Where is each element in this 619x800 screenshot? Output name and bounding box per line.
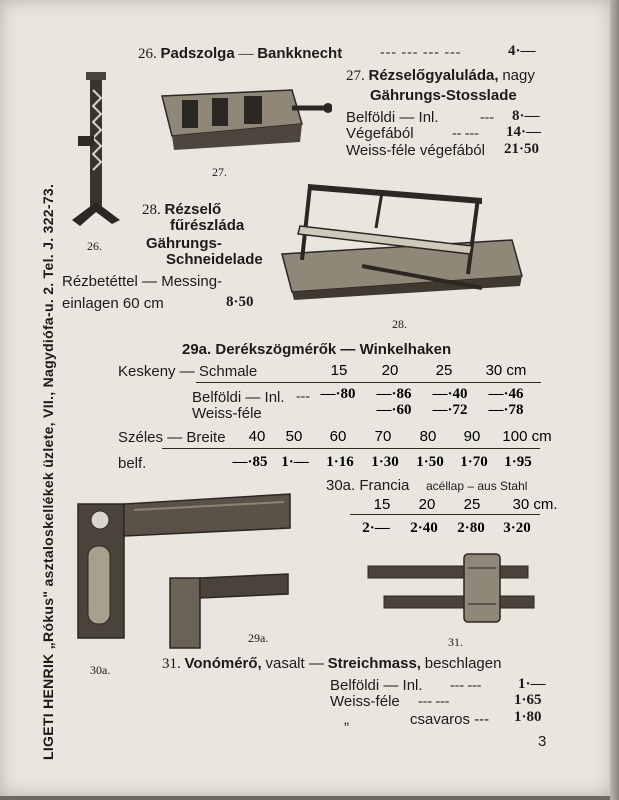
item26-name: Padszolga (160, 45, 235, 62)
item29a-weiss-label: Weiss-féle (192, 405, 262, 422)
price-cell: —·78 (488, 402, 524, 418)
price-cell: 1·50 (416, 454, 444, 470)
item30a-sizes (360, 496, 576, 513)
size-cell: 30 cm. (512, 496, 558, 513)
item27-name: Rézselőgyaluláda, (368, 67, 499, 84)
page-number: 3 (538, 733, 547, 750)
item31-row2-price: 1·65 (514, 692, 542, 708)
item29a-wide-prices (228, 454, 540, 471)
price-cell: —·46 (488, 386, 524, 402)
item30a-fig-label: 30a. (90, 663, 111, 677)
item31-row3-label: „ (344, 711, 349, 728)
item27-fig-label: 27. (212, 165, 227, 179)
divider (350, 514, 540, 515)
size-cell: 20 (381, 362, 399, 379)
item29a-wide-sizes (242, 428, 560, 445)
size-cell: 15 (373, 496, 391, 513)
price-cell: 2·40 (410, 520, 438, 536)
item30a-prices (352, 520, 540, 537)
size-cell: 60 (329, 428, 347, 445)
price-cell: 2·80 (457, 520, 485, 536)
item31-row1-label: Belföldi — Inl. (330, 677, 423, 694)
item26-heading (138, 46, 342, 62)
item27-extra: nagy (502, 67, 535, 84)
size-cell: 40 (248, 428, 266, 445)
item30a-title: 30a. Francia (326, 477, 410, 494)
item31-num: 31. (162, 656, 181, 672)
size-cell: 70 (374, 428, 392, 445)
item29a-narrow-sizes (315, 362, 541, 379)
item26-num: 26. (138, 46, 157, 62)
item31-plain: vasalt — (265, 655, 324, 672)
price-cell: 1·70 (460, 454, 488, 470)
price-cell: —·85 (232, 454, 268, 470)
item29a-fig-label: 29a. (248, 631, 269, 645)
item27-row1-dots: --- (480, 110, 494, 125)
item27-row2-label: Végefából (346, 125, 414, 142)
item29a-inl-dots: --- (296, 389, 310, 404)
item29a-narrow-label: Keskeny — Schmale (118, 363, 258, 380)
item28-german2: Schneidelade (166, 251, 263, 268)
item27-german: Gährungs-Stosslade (370, 87, 517, 104)
item28-line2: einlagen 60 cm (62, 295, 164, 312)
small-square-illustration (166, 570, 292, 650)
item31-row3-dots: csavaros --- (410, 711, 490, 728)
divider (162, 448, 540, 449)
item27-row2-price: 14·— (506, 124, 542, 140)
price-cell: —·40 (432, 386, 468, 402)
size-cell: 20 (418, 496, 436, 513)
item26-dash: — (238, 46, 254, 62)
size-cell: 50 (285, 428, 303, 445)
size-cell: 25 (463, 496, 481, 513)
item31-row2-label: Weiss-féle (330, 693, 400, 710)
price-cell: —·86 (376, 386, 412, 402)
item31-row2-dots: --- --- (418, 694, 450, 709)
price-cell: 2·— (362, 520, 390, 536)
item27-row3-label: Weiss-féle végefából (346, 142, 485, 159)
item29a-wide-label: Széles — Breite (118, 429, 226, 446)
item28-line1: Rézbetéttel — Messing- (62, 273, 223, 290)
price-cell: —·60 (376, 402, 412, 418)
item31-german: Streichmass, (327, 655, 421, 672)
item31-row3-price: 1·80 (514, 709, 542, 725)
item27-row3-price: 21·50 (504, 141, 540, 157)
page-edge (610, 0, 619, 800)
saw-mitre-box-illustration (272, 178, 532, 302)
item29a-title: 29a. Derékszögmérők — Winkelhaken (182, 341, 452, 358)
item29a-weiss-prices (366, 402, 534, 419)
item31-fig-label: 31. (448, 635, 463, 649)
item31-row1-price: 1·— (518, 676, 546, 692)
item31-german-extra: beschlagen (424, 655, 502, 672)
item28-german1: Gährungs- (146, 235, 222, 252)
item26-fig-label: 26. (87, 239, 102, 253)
item26-price: 4·— (508, 43, 536, 59)
item28-heading (142, 202, 221, 218)
size-cell: 30 cm (485, 362, 527, 379)
item28-num: 28. (142, 202, 161, 218)
size-cell: 25 (435, 362, 453, 379)
price-cell: 1·95 (504, 454, 532, 470)
shop-address-vertical: LIGETI HENRIK „Rókus" asztaloskellékek üzlete, VII., Nagydiófa-u. 2. Tel. J. 322-73. (40, 183, 56, 760)
item27-row1-price: 8·— (512, 108, 540, 124)
size-cell: 100 cm (502, 428, 552, 445)
price-cell: 1·16 (326, 454, 354, 470)
item28-price: 8·50 (226, 294, 254, 310)
item29a-inl-label: Belföldi — Inl. (192, 389, 285, 406)
item28-name1: Rézselő (164, 201, 222, 218)
price-cell: 3·20 (503, 520, 531, 536)
item27-num: 27. (346, 68, 365, 84)
item28-name2: fűrészláda (170, 217, 245, 234)
item31-heading (162, 656, 501, 672)
divider (196, 382, 541, 383)
price-cell: —·72 (432, 402, 468, 418)
size-cell: 80 (419, 428, 437, 445)
item31-name: Vonómérő, (184, 655, 262, 672)
item31-row1-dots: --- --- (450, 678, 482, 693)
price-cell: —·80 (320, 386, 356, 402)
bench-holder-illustration (64, 70, 124, 230)
item26-dots: --- --- --- --- (380, 45, 462, 60)
mitre-box-illustration (152, 84, 332, 154)
size-cell: 15 (330, 362, 348, 379)
price-cell: 1·30 (371, 454, 399, 470)
item30a-steel: acéllap – aus Stahl (426, 479, 528, 493)
item29a-inl-prices (310, 386, 534, 403)
item28-fig-label: 28. (392, 317, 407, 331)
item27-row2-dots: -- --- (452, 126, 479, 141)
item29a-belf-label: belf. (118, 455, 147, 472)
price-cell: 1·— (281, 454, 309, 470)
size-cell: 90 (463, 428, 481, 445)
item27-row1-label: Belföldi — Inl. (346, 109, 439, 126)
marking-gauge-illustration (364, 548, 536, 628)
item27-heading (346, 68, 535, 84)
item26-german: Bankknecht (257, 45, 343, 62)
